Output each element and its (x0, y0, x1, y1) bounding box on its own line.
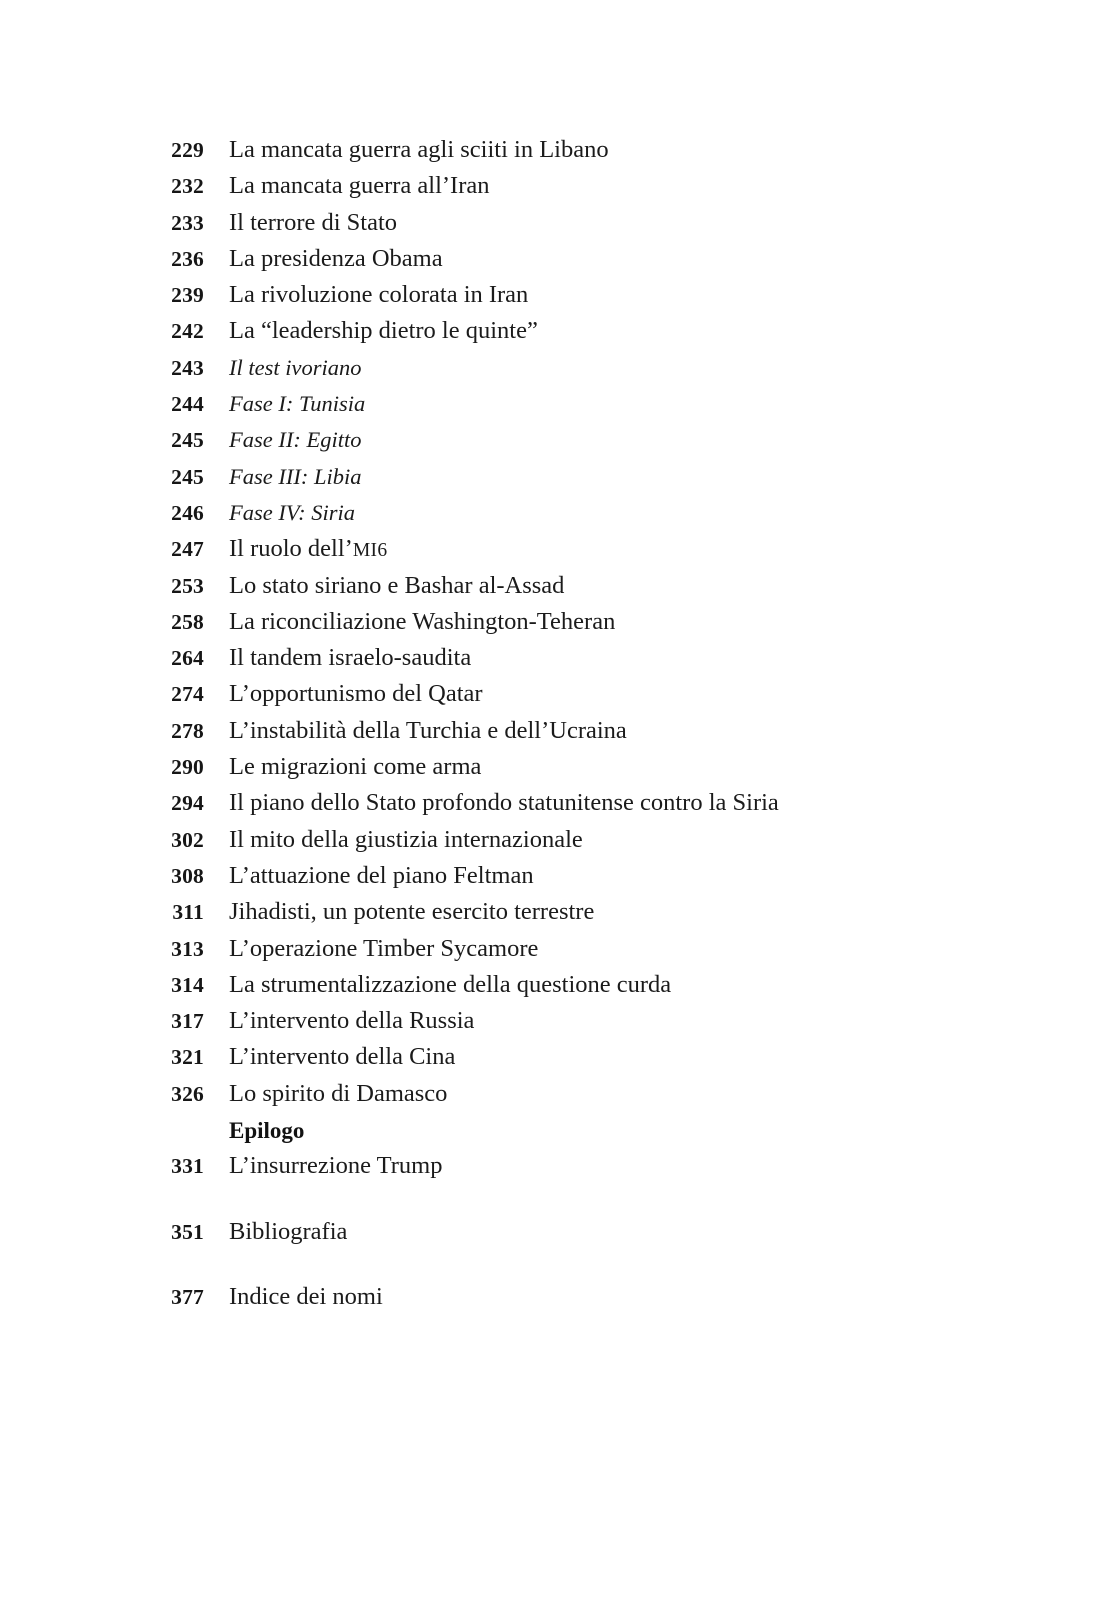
entry-title: La rivoluzione colorata in Iran (229, 281, 529, 309)
toc-row[interactable] (150, 319, 950, 355)
toc-row[interactable] (150, 1217, 950, 1256)
entry-title: Fase II: Egitto (229, 427, 362, 453)
page-number: 245 (171, 464, 204, 489)
page-number: 321 (171, 1045, 204, 1070)
page-number: 244 (171, 392, 204, 417)
entry-title: L’insurrezione Trump (229, 1152, 443, 1180)
entry-title: Bibliografia (229, 1217, 348, 1245)
toc-row[interactable] (150, 682, 950, 718)
page-number: 246 (171, 500, 204, 525)
entry-title: L’opportunismo del Qatar (229, 680, 483, 708)
toc-row[interactable] (150, 428, 950, 464)
page-number: 253 (171, 573, 204, 598)
entry-title: L’attuazione del piano Feltman (229, 861, 534, 889)
toc-row[interactable] (150, 392, 950, 428)
entry-title: Fase I: Tunisia (229, 391, 366, 417)
toc-row[interactable] (150, 861, 950, 900)
page-number: 232 (171, 174, 204, 199)
page-number: 351 (171, 1219, 204, 1244)
page-number: 290 (171, 755, 204, 780)
page-number: 308 (171, 863, 204, 888)
page-number: 239 (171, 283, 204, 308)
entry-title: Il test ivoriano (229, 354, 362, 380)
page-number: 326 (171, 1081, 204, 1106)
page-number: 313 (171, 936, 204, 961)
toc-row[interactable] (150, 825, 950, 864)
entry-title: La mancata guerra agli sciiti in Libano (229, 136, 609, 163)
entry-title: La mancata guerra all’Iran (229, 172, 490, 200)
toc-row[interactable] (150, 283, 950, 319)
toc-row[interactable] (150, 755, 950, 791)
entry-title: Fase III: Libia (229, 463, 362, 489)
epilogue-section-heading-row (150, 1118, 950, 1154)
page-number: 245 (171, 428, 204, 453)
entry-title: Lo spirito di Damasco (229, 1079, 448, 1107)
page-number: 264 (171, 646, 204, 671)
toc-row[interactable] (150, 571, 950, 610)
toc-entry-list (150, 138, 950, 1118)
page-number: 243 (171, 355, 204, 380)
toc-row[interactable] (150, 716, 950, 755)
entry-title: L’instabilità della Turchia e dell’Ucraina (229, 716, 627, 744)
table-of-contents (150, 138, 950, 1321)
back-matter-list (150, 1217, 950, 1322)
page-number: 317 (171, 1009, 204, 1034)
toc-row[interactable] (150, 465, 950, 501)
page-number: 331 (171, 1154, 204, 1179)
page-number: 242 (171, 319, 204, 344)
page-number: 314 (171, 972, 204, 997)
toc-row[interactable] (150, 208, 950, 247)
entry-title: Fase IV: Siria (229, 499, 356, 525)
entry-title: La riconciliazione Washington-Teheran (229, 607, 616, 635)
toc-row[interactable] (150, 138, 950, 174)
page-number: 247 (171, 537, 204, 562)
entry-title: La strumentalizzazione della questione curda (229, 970, 672, 998)
toc-row[interactable] (150, 1154, 950, 1190)
page-number: 274 (171, 682, 204, 707)
entry-title: Indice dei nomi (229, 1282, 383, 1310)
toc-row[interactable] (150, 174, 950, 210)
toc-row[interactable] (150, 970, 950, 1009)
entry-title: Jihadisti, un potente esercito terrestre (229, 898, 595, 926)
toc-row[interactable] (150, 1079, 950, 1118)
page-number: 233 (171, 210, 204, 235)
entry-title: L’operazione Timber Sycamore (229, 934, 539, 962)
toc-row[interactable] (150, 607, 950, 646)
page-number: 302 (171, 827, 204, 852)
entry-title: Il mito della giustizia internazionale (229, 825, 583, 853)
epilogue-heading: Epilogo (229, 1118, 305, 1144)
page-number: 311 (172, 900, 204, 925)
toc-row[interactable] (150, 244, 950, 283)
toc-row[interactable] (150, 646, 950, 682)
entry-title: Il terrore di Stato (229, 208, 398, 236)
page-number: 236 (171, 246, 204, 271)
entry-title: La “leadership dietro le quinte” (229, 317, 538, 345)
page-number: 229 (171, 138, 204, 162)
page-number: 377 (171, 1284, 204, 1309)
entry-title: L’intervento della Russia (229, 1007, 475, 1035)
page-number: 294 (171, 791, 204, 816)
entry-title: Il tandem israelo-saudita (229, 644, 472, 672)
toc-row[interactable] (150, 501, 950, 537)
toc-row[interactable] (150, 934, 950, 973)
toc-row[interactable] (150, 900, 950, 936)
entry-title: L’intervento della Cina (229, 1043, 456, 1071)
entry-title: La presidenza Obama (229, 244, 443, 272)
entry-title (229, 537, 387, 562)
toc-row[interactable] (150, 791, 950, 827)
entry-title: Lo stato siriano e Bashar al-Assad (229, 571, 565, 599)
toc-row[interactable] (150, 537, 950, 573)
entry-title: Le migrazioni come arma (229, 753, 482, 781)
toc-row[interactable] (150, 1009, 950, 1045)
toc-row[interactable] (150, 1045, 950, 1081)
entry-title-text: Il ruolo dell’ (229, 535, 353, 563)
toc-row[interactable] (150, 356, 950, 392)
page-number: 258 (171, 609, 204, 634)
entry-title-smallcaps: MI6 (352, 540, 388, 562)
toc-row[interactable] (150, 1282, 950, 1321)
page-number: 278 (171, 718, 204, 743)
entry-title: Il piano dello Stato profondo statunitense contro la Siria (229, 789, 779, 817)
